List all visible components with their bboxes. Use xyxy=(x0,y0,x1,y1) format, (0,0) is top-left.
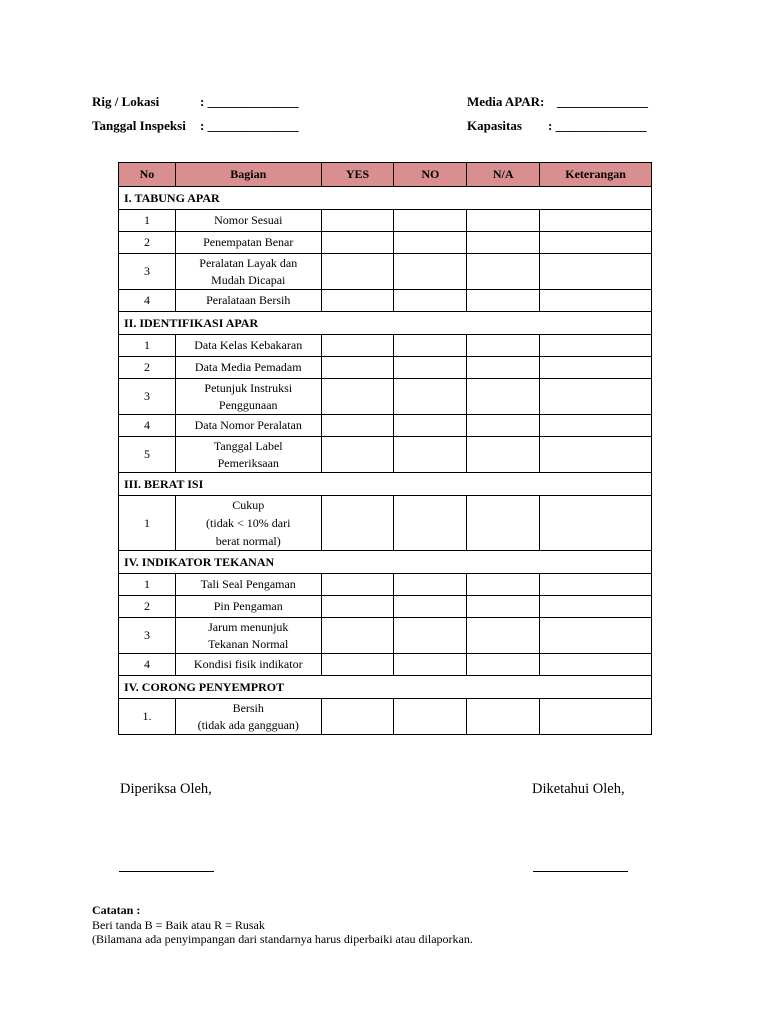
bagian-cell xyxy=(175,596,321,618)
bagian-cell xyxy=(175,618,321,654)
col-header-bagian: Bagian xyxy=(175,163,321,187)
yes-cell[interactable] xyxy=(321,290,394,312)
col-header-no-check: NO xyxy=(394,163,467,187)
col-header-keterangan: Keterangan xyxy=(540,163,652,187)
bagian-text-line: Penggunaan xyxy=(218,397,278,412)
bagian-cell xyxy=(175,699,321,735)
bagian-cell xyxy=(175,210,321,232)
bagian-cell xyxy=(175,232,321,254)
keterangan-cell[interactable] xyxy=(540,415,652,437)
kapasitas-field[interactable]: : ______________ xyxy=(548,118,647,133)
row-number: 5 xyxy=(119,437,176,473)
no-cell[interactable] xyxy=(394,379,467,415)
yes-cell[interactable] xyxy=(321,654,394,676)
keterangan-cell[interactable] xyxy=(540,232,652,254)
no-cell[interactable] xyxy=(394,618,467,654)
row-number: 4 xyxy=(119,290,176,312)
yes-cell[interactable] xyxy=(321,496,394,551)
col-header-yes: YES xyxy=(321,163,394,187)
no-cell[interactable] xyxy=(394,496,467,551)
bagian-text-line: Nomor Sesuai xyxy=(214,213,283,227)
na-cell[interactable] xyxy=(467,232,540,254)
na-cell[interactable] xyxy=(467,618,540,654)
inspection-table xyxy=(118,162,652,735)
row-number: 1 xyxy=(119,496,176,551)
keterangan-cell[interactable] xyxy=(540,357,652,379)
section-row xyxy=(119,187,652,210)
bagian-text-line: Mudah Dicapai xyxy=(211,272,286,287)
yes-cell[interactable] xyxy=(321,437,394,473)
no-cell[interactable] xyxy=(394,437,467,473)
table-row xyxy=(119,290,652,312)
bagian-cell xyxy=(175,254,321,290)
na-cell[interactable] xyxy=(467,596,540,618)
diperiksa-oleh-label: Diperiksa Oleh, xyxy=(120,781,212,797)
bagian-cell xyxy=(175,496,321,551)
kapasitas-label: Kapasitas xyxy=(467,118,522,133)
na-cell[interactable] xyxy=(467,415,540,437)
no-cell[interactable] xyxy=(394,357,467,379)
section-title: III. BERAT ISI xyxy=(119,473,652,496)
section-row xyxy=(119,551,652,574)
yes-cell[interactable] xyxy=(321,254,394,290)
table-row xyxy=(119,232,652,254)
bagian-text-line: (tidak < 10% dari xyxy=(206,516,291,530)
table-row xyxy=(119,415,652,437)
bagian-cell xyxy=(175,415,321,437)
section-row xyxy=(119,676,652,699)
signature-line-left[interactable] xyxy=(119,871,214,872)
bagian-text-line: Kondisi fisik indikator xyxy=(193,657,303,671)
na-cell[interactable] xyxy=(467,437,540,473)
keterangan-cell[interactable] xyxy=(540,496,652,551)
row-number: 3 xyxy=(119,254,176,290)
na-cell[interactable] xyxy=(467,357,540,379)
na-cell[interactable] xyxy=(467,290,540,312)
na-cell[interactable] xyxy=(467,699,540,735)
table-row xyxy=(119,210,652,232)
keterangan-cell[interactable] xyxy=(540,437,652,473)
no-cell[interactable] xyxy=(394,699,467,735)
row-number: 2 xyxy=(119,596,176,618)
bagian-text-line: Peralataan Bersih xyxy=(206,293,291,307)
bagian-cell xyxy=(175,335,321,357)
keterangan-cell[interactable] xyxy=(540,254,652,290)
table-row xyxy=(119,574,652,596)
bagian-text-line: (tidak ada gangguan) xyxy=(197,717,299,732)
bagian-text-line: Tekanan Normal xyxy=(208,636,289,651)
no-cell[interactable] xyxy=(394,232,467,254)
bagian-text-line: Pin Pengaman xyxy=(213,599,283,613)
row-number: 3 xyxy=(119,379,176,415)
bagian-cell xyxy=(175,357,321,379)
media-apar-label: Media APAR: xyxy=(467,94,545,109)
keterangan-cell[interactable] xyxy=(540,290,652,312)
bagian-text-line: Penempatan Benar xyxy=(203,235,294,249)
tanggal-inspeksi-label: Tanggal Inspeksi xyxy=(92,118,186,133)
no-cell[interactable] xyxy=(394,254,467,290)
table-row xyxy=(119,357,652,379)
yes-cell[interactable] xyxy=(321,379,394,415)
section-title: IV. CORONG PENYEMPROT xyxy=(119,676,652,699)
row-number: 1. xyxy=(119,699,176,735)
na-cell[interactable] xyxy=(467,654,540,676)
keterangan-cell[interactable] xyxy=(540,654,652,676)
yes-cell[interactable] xyxy=(321,415,394,437)
no-cell[interactable] xyxy=(394,574,467,596)
table-header-row xyxy=(119,163,652,187)
bagian-text-line: Data Nomor Peralatan xyxy=(194,418,302,432)
bagian-text-line: Jarum menunjuk xyxy=(208,619,289,634)
tanggal-inspeksi-field[interactable]: : ______________ xyxy=(200,118,299,133)
bagian-cell xyxy=(175,574,321,596)
table-row xyxy=(119,437,652,473)
keterangan-cell[interactable] xyxy=(540,574,652,596)
bagian-text-line: Pemeriksaan xyxy=(217,455,279,470)
na-cell[interactable] xyxy=(467,574,540,596)
table-row xyxy=(119,654,652,676)
yes-cell[interactable] xyxy=(321,618,394,654)
rig-lokasi-label: Rig / Lokasi xyxy=(92,94,160,109)
media-apar-field[interactable]: ______________ xyxy=(557,94,648,109)
row-number: 2 xyxy=(119,232,176,254)
notes-line-1: Beri tanda B = Baik atau R = Rusak xyxy=(92,918,265,932)
signature-line-right[interactable] xyxy=(533,871,628,872)
bagian-text-line: Cukup xyxy=(232,498,265,512)
bagian-text-line: Tanggal Label xyxy=(213,438,283,453)
table-row xyxy=(119,379,652,415)
na-cell[interactable] xyxy=(467,335,540,357)
col-header-na: N/A xyxy=(467,163,540,187)
no-cell[interactable] xyxy=(394,596,467,618)
yes-cell[interactable] xyxy=(321,210,394,232)
notes-line-2: (Bilamana ada penyimpangan dari standarnya harus diperbaiki atau dilaporkan. xyxy=(92,932,473,946)
yes-cell[interactable] xyxy=(321,335,394,357)
bagian-text-line: Data Kelas Kebakaran xyxy=(194,338,303,352)
section-title: II. IDENTIFIKASI APAR xyxy=(119,312,652,335)
row-number: 1 xyxy=(119,574,176,596)
section-row xyxy=(119,312,652,335)
yes-cell[interactable] xyxy=(321,574,394,596)
no-cell[interactable] xyxy=(394,335,467,357)
notes-title: Catatan : xyxy=(92,903,141,917)
keterangan-cell[interactable] xyxy=(540,699,652,735)
keterangan-cell[interactable] xyxy=(540,335,652,357)
na-cell[interactable] xyxy=(467,210,540,232)
no-cell[interactable] xyxy=(394,290,467,312)
keterangan-cell[interactable] xyxy=(540,596,652,618)
row-number: 3 xyxy=(119,618,176,654)
table-row xyxy=(119,254,652,290)
bagian-cell xyxy=(175,437,321,473)
bagian-cell xyxy=(175,290,321,312)
bagian-cell xyxy=(175,654,321,676)
row-number: 4 xyxy=(119,654,176,676)
table-row xyxy=(119,699,652,735)
section-title: I. TABUNG APAR xyxy=(119,187,652,210)
bagian-text-line: Bersih xyxy=(232,700,264,715)
no-cell[interactable] xyxy=(394,210,467,232)
yes-cell[interactable] xyxy=(321,232,394,254)
na-cell[interactable] xyxy=(467,379,540,415)
table-body xyxy=(119,187,652,735)
row-number: 1 xyxy=(119,210,176,232)
keterangan-cell[interactable] xyxy=(540,210,652,232)
row-number: 1 xyxy=(119,335,176,357)
rig-lokasi-field[interactable]: : ______________ xyxy=(200,94,299,109)
col-header-no: No xyxy=(119,163,176,187)
section-row xyxy=(119,473,652,496)
diketahui-oleh-label: Diketahui Oleh, xyxy=(532,781,625,797)
table-row xyxy=(119,335,652,357)
na-cell[interactable] xyxy=(467,254,540,290)
keterangan-cell[interactable] xyxy=(540,379,652,415)
section-title: IV. INDIKATOR TEKANAN xyxy=(119,551,652,574)
bagian-cell xyxy=(175,379,321,415)
yes-cell[interactable] xyxy=(321,596,394,618)
na-cell[interactable] xyxy=(467,496,540,551)
no-cell[interactable] xyxy=(394,415,467,437)
bagian-text-line: berat normal) xyxy=(215,534,281,548)
row-number: 4 xyxy=(119,415,176,437)
table-row xyxy=(119,618,652,654)
bagian-text-line: Peralatan Layak dan xyxy=(199,255,298,270)
yes-cell[interactable] xyxy=(321,357,394,379)
yes-cell[interactable] xyxy=(321,699,394,735)
table-row xyxy=(119,596,652,618)
keterangan-cell[interactable] xyxy=(540,618,652,654)
bagian-text-line: Tali Seal Pengaman xyxy=(200,577,296,591)
no-cell[interactable] xyxy=(394,654,467,676)
table-row xyxy=(119,496,652,551)
bagian-text-line: Petunjuk Instruksi xyxy=(204,380,293,395)
bagian-text-line: Data Media Pemadam xyxy=(194,360,302,374)
row-number: 2 xyxy=(119,357,176,379)
